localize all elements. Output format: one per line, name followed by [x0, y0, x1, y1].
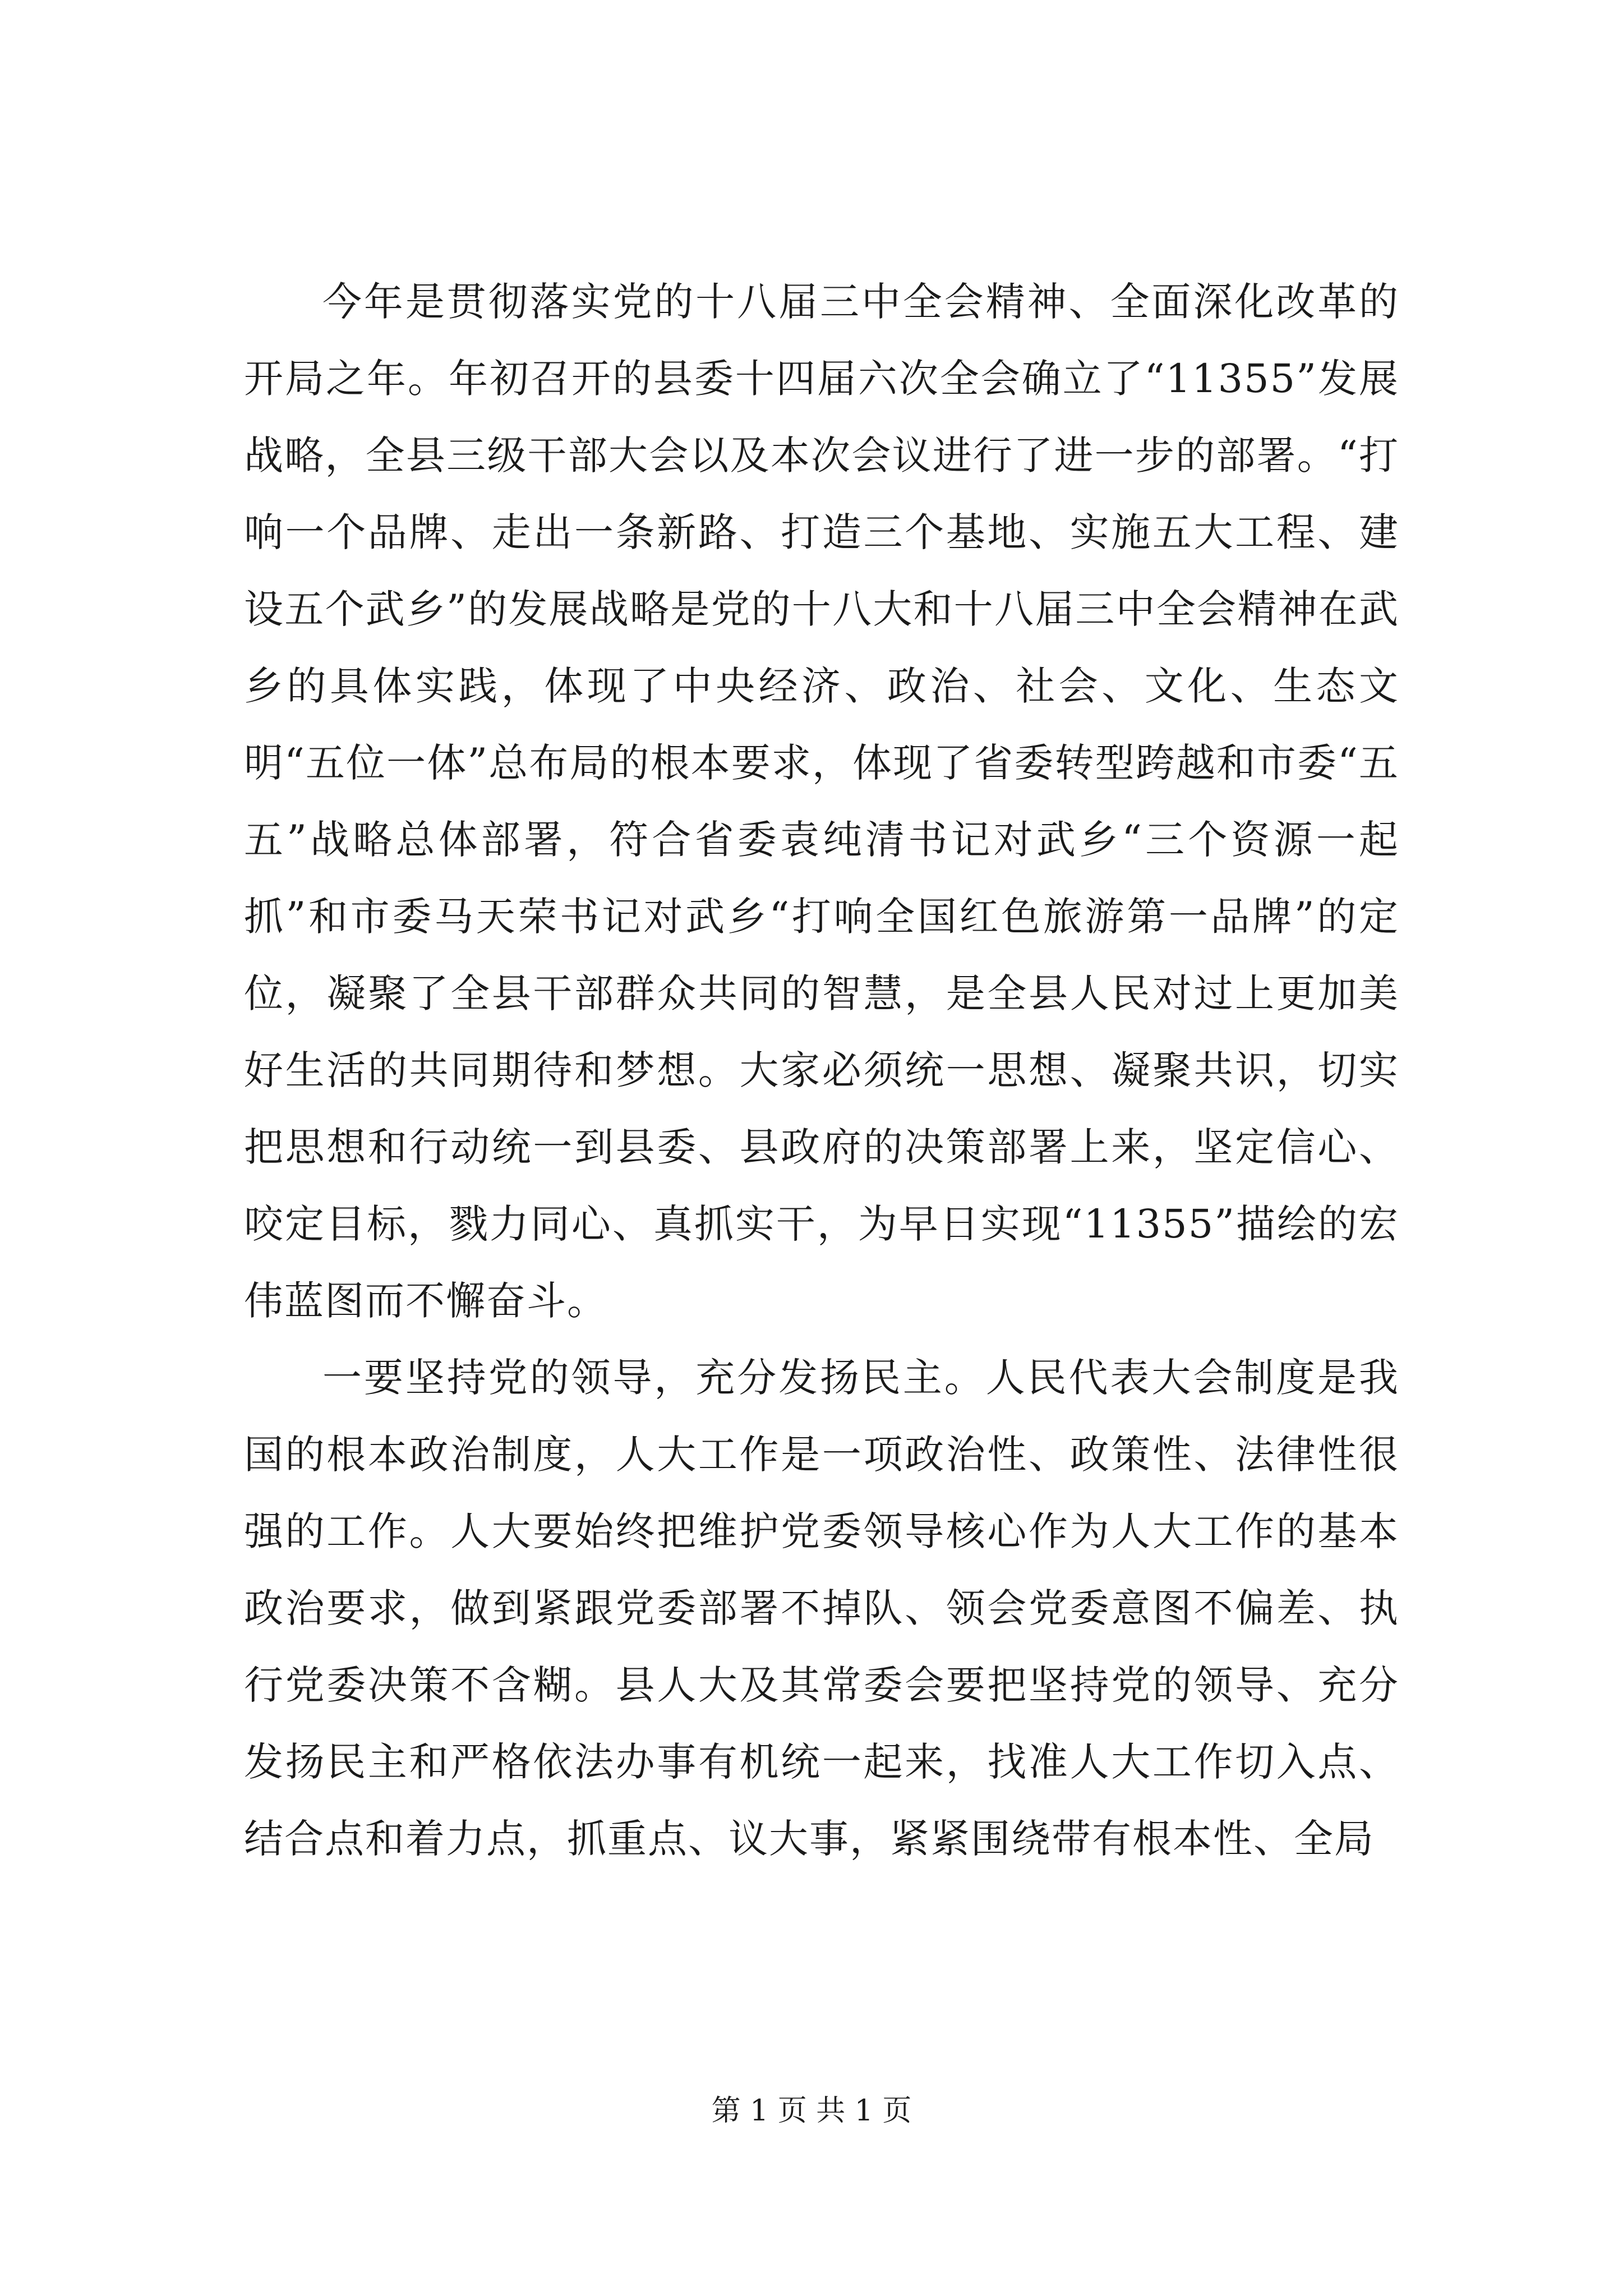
paragraph-2: 一要坚持党的领导，充分发扬民主。人民代表大会制度是我国的根本政治制度，人大工作是一项政治性、政策性、法律性很强的工作。人大要始终把维护党委领导核心作为人大工作的基本政治要求，做到紧跟党委部署不掉队、领会党委意图不偏差、执行党委决策不含糊。县人大及其常委会要把坚持党的领导、充分发扬民主和严格依法办事有机统一起来，找准人大工作切入点、结合点和着力点，抓重点、议大事，紧紧围绕带有根本性、全局: [244, 1355, 1399, 1862]
document-body: [244, 264, 1399, 1878]
paragraph-1: 今年是贯彻落实党的十八届三中全会精神、全面深化改革的开局之年。年初召开的县委十四届六次全会确立了“11355”发展战略，全县三级干部大会以及本次会议进行了进一步的部署。“打响一个品牌、走出一条新路、打造三个基地、实施五大工程、建设五个武乡”的发展战略是党的十八大和十八届三中全会精神在武乡的具体实践，体现了中央经济、政治、社会、文化、生态文明“五位一体”总布局的根本要求，体现了省委转型跨越和市委“五五”战略总体部署，符合省委袁纯清书记对武乡“三个资源一起抓”和市委马天荣书记对武乡“打响全国红色旅游第一品牌”的定位，凝聚了全县干部群众共同的智慧，是全县人民对过上更加美好生活的共同期待和梦想。大家必须统一思想、凝聚共识，切实把思想和行动统一到县委、县政府的决策部署上来，坚定信心、咬定目标，戮力同心、真抓实干，为早日实现“11355”描绘的宏伟蓝图而不懈奋斗。: [244, 279, 1399, 1324]
page-footer: 第 1 页 共 1 页: [711, 2094, 912, 2128]
